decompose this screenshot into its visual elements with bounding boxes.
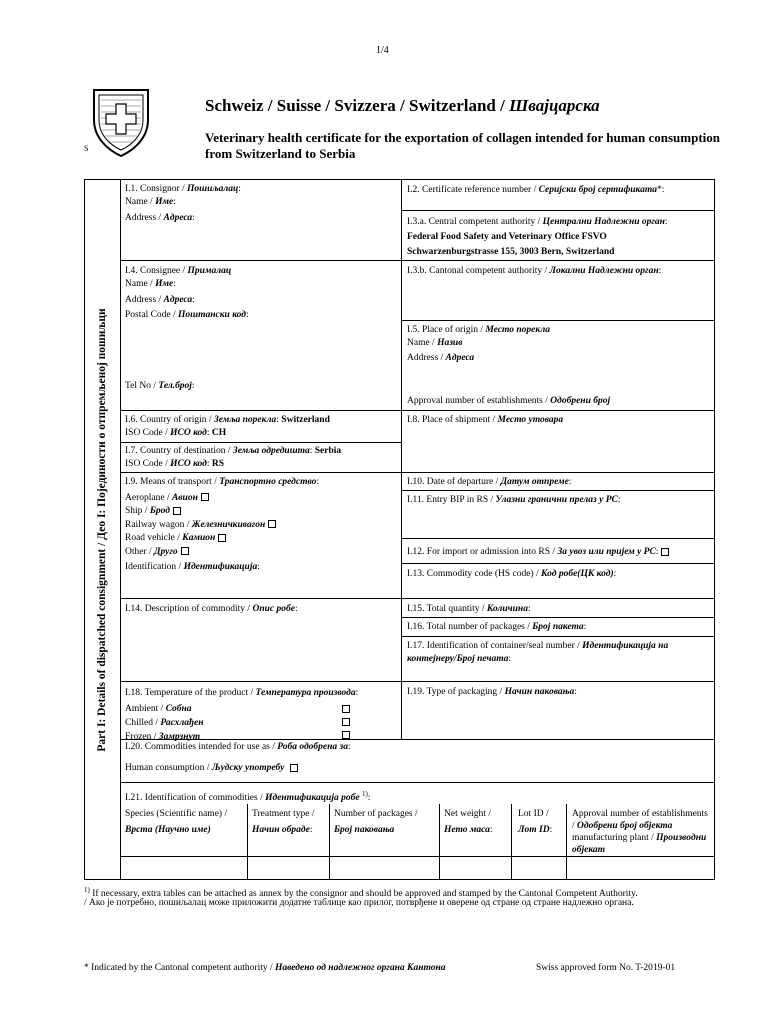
certificate-reference-cell[interactable]: I.2. Certificate reference number / Серијски број сертификата*: <box>407 185 665 195</box>
col-number-of-packages: Number of packages / Број паковања <box>334 809 418 835</box>
authority-note: * Indicated by the Cantonal competent authority / Наведено од надлежног органа Кантона <box>84 963 446 973</box>
crest-mark: S <box>84 144 89 153</box>
place-of-origin-cell[interactable]: I.5. Place of origin / Место порекла Name / Назив Address / Адреса <box>407 325 550 363</box>
approval-number-label: Approval number of establishments / Одобрени број <box>407 396 611 406</box>
other-transport-checkbox[interactable] <box>181 547 189 555</box>
total-packages-cell[interactable]: I.16. Total number of packages / Број пакета: <box>407 622 587 632</box>
import-admission-checkbox[interactable] <box>661 548 669 556</box>
col-lot-id: Lot ID / Лот ID: <box>518 809 553 835</box>
country-of-origin-cell: I.6. Country of origin / Земља порекла: Switzerland ISO Code / ИСО код: CH <box>125 415 330 438</box>
departure-date-cell[interactable]: I.10. Date of departure / Датум отпреме: <box>407 477 572 487</box>
document-subtitle: Veterinary health certificate for the exportation of collagen intended for human consumption from Switzerland to Serbia <box>205 130 721 161</box>
col-net-weight: Net weight / Нето маса: <box>444 809 493 835</box>
cantonal-authority-cell[interactable]: I.3.b. Cantonal competent authority / Локални Надлежни орган: <box>407 266 662 276</box>
footnote-english: $^{1)}$ If necessary, extra tables can be attached as annex by the consignor and should be approved and stamped by the Cantonal Competent Authority. <box>84 886 638 900</box>
footnote-serbian: / Ако је потребно, пошиљалац може приложити додатне таблице као прилог, потврђене и оверене од стране од стране надлежно органа. <box>84 898 634 908</box>
col-treatment-type: Treatment type / Начин обраде: <box>252 809 315 835</box>
part-one-side-label: Part I: Details of dispatched consignment / Део I: Појединости о отпремљеној пошиљци <box>96 308 108 752</box>
total-quantity-cell[interactable]: I.15. Total quantity / Количина: <box>407 604 531 614</box>
aeroplane-checkbox[interactable] <box>201 493 209 501</box>
road-vehicle-checkbox[interactable] <box>218 534 226 542</box>
chilled-checkbox[interactable] <box>342 718 350 726</box>
consignee-cell[interactable]: I.4. Consignee / Прималац Name / Име: Address / Адреса: Postal Code / Поштански код: <box>125 266 249 320</box>
ambient-checkbox[interactable] <box>342 705 350 713</box>
country-of-destination-cell: I.7. Country of destination / Земља одредишта: Serbia ISO Code / ИСО код: RS <box>125 446 342 469</box>
railway-checkbox[interactable] <box>268 520 276 528</box>
commodity-description-cell[interactable]: I.14. Description of commodity / Опис робе: <box>125 604 298 614</box>
packaging-type-cell[interactable]: I.19. Type of packaging / Начин паковања: <box>407 687 577 697</box>
import-admission-cell: I.12. For import or admission into RS / За увоз или пријем у РС: <box>407 546 712 559</box>
document-title: Schweiz / Suisse / Svizzera / Switzerland / Швајцарска <box>205 96 600 115</box>
place-of-shipment-cell[interactable]: I.8. Place of shipment / Место утовара <box>407 415 564 425</box>
consignee-tel[interactable]: Tel No / Тел.број: <box>125 381 195 391</box>
col-approval-number: Approval number of establishments / Одобрени број објекта manufacturing plant / Произвoдни објекат <box>572 809 708 855</box>
page-number: 1/4 <box>376 45 389 56</box>
swiss-crest-logo <box>90 86 152 158</box>
commodity-identification-label: I.21. Identification of commodities / Идентификација робе $^{1)}$: <box>125 790 371 804</box>
commodity-code-cell[interactable]: I.13. Commodity code (HS code) / Код робе(ЦК код): <box>407 569 617 579</box>
col-species: Species (Scientific name) / Врста (Научно име) <box>125 809 228 835</box>
ship-checkbox[interactable] <box>173 507 181 515</box>
human-consumption-checkbox[interactable] <box>290 764 298 772</box>
intended-use-cell: I.20. Commodities intended for use as / Роба одобрена за: Human consumption / Људску употребу <box>125 742 351 773</box>
form-number: Swiss approved form No. T-2019-01 <box>536 963 676 973</box>
temperature-cell: I.18. Temperature of the product / Температура производа: Ambient / Собна Chilled / Расхлађен Frozen / Замрзнут <box>125 688 359 742</box>
entry-bip-cell[interactable]: I.11. Entry BIP in RS / Улазни гранични прелаз у РС: <box>407 495 621 505</box>
means-of-transport-cell: I.9. Means of transport / Транспортно средство: Aeroplane / Авион Ship / Брод Railway wagon / Железничкивагон Road vehicle / Камион Other / Друго Identification / Идентификација: <box>125 477 319 572</box>
frozen-checkbox[interactable] <box>342 731 350 739</box>
container-seal-cell[interactable]: I.17. Identification of container/seal number / Идентификација на контејнеру/Број печата: <box>407 641 669 664</box>
central-authority-cell: I.3.a. Central competent authority / Централни Надлежни орган: Federal Food Safety and Veterinary Office FSVO Schwarzenburgstrasse 155, 3003 Bern, Switzerland <box>407 217 668 257</box>
consignor-cell[interactable]: I.1. Consignor / Пошиљалац: Name / Име: Address / Адреса: <box>125 184 241 223</box>
